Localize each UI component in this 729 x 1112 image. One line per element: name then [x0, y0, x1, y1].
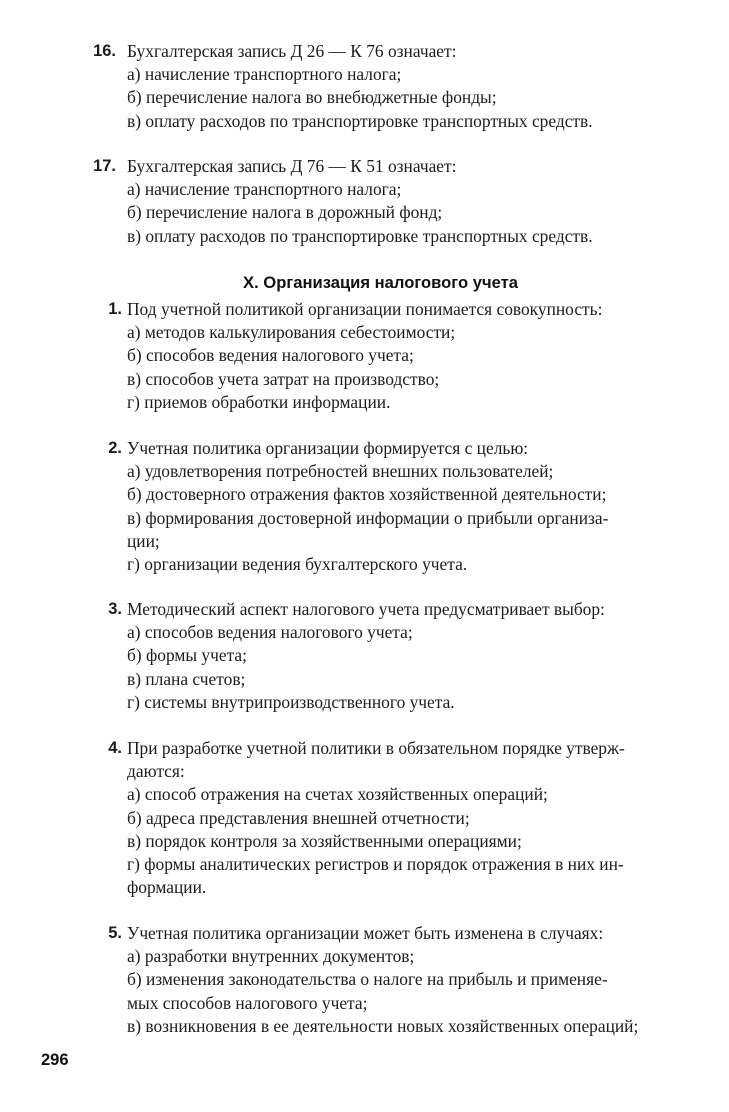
question-number: 5.: [108, 924, 122, 942]
answer-option: даются:: [127, 761, 185, 782]
question-4: [0, 737, 729, 899]
answer-option: а) начисление транспортного налога;: [127, 179, 402, 200]
section-title: X. Организация налогового учета: [243, 273, 518, 292]
answer-option: а) способов ведения налогового учета;: [127, 622, 413, 643]
question-stem: [0, 437, 729, 460]
question-stem: [0, 155, 729, 178]
question-stem: [0, 598, 729, 621]
answer-option: мых способов налогового учета;: [127, 992, 368, 1013]
question-text: Учетная политика организации формируется с целью:: [127, 438, 529, 458]
answer-option: в) оплату расходов по транспортировке транспортных средств.: [127, 110, 593, 131]
answer-option: а) способ отражения на счетах хозяйственных операций;: [127, 784, 548, 805]
answer-option: б) перечисление налога в дорожный фонд;: [127, 202, 443, 223]
question-5: [0, 922, 729, 1038]
question-stem: [0, 40, 729, 63]
question-text: Бухгалтерская запись Д 26 — К 76 означает:: [127, 41, 457, 61]
question-number: 2.: [108, 439, 122, 457]
question-16: [0, 40, 729, 133]
answer-option: ции;: [127, 530, 160, 551]
question-3: [0, 598, 729, 714]
answer-option: в) способов учета затрат на производство;: [127, 368, 440, 389]
question-stem: [0, 922, 729, 945]
question-text: При разработке учетной политики в обязательном порядке утверж-: [127, 738, 625, 758]
answer-option: б) изменения законодательства о налоге на прибыль и применяе-: [127, 969, 608, 990]
question-2: [0, 437, 729, 576]
question-stem: [0, 737, 729, 760]
answer-option: г) приемов обработки информации.: [127, 391, 391, 412]
question-stem: [0, 298, 729, 321]
question-17: [0, 155, 729, 248]
answer-option: а) методов калькулирования себестоимости;: [127, 322, 456, 343]
answer-option: б) формы учета;: [127, 645, 247, 666]
question-text: Учетная политика организации может быть изменена в случаях:: [127, 923, 604, 943]
answer-option: в) формирования достоверной информации о прибыли организа-: [127, 507, 609, 528]
question-text: Методический аспект налогового учета предусматривает выбор:: [127, 599, 605, 619]
answer-option: в) возникновения в ее деятельности новых хозяйственных операций;: [127, 1015, 639, 1036]
question-number: 16.: [93, 42, 116, 60]
question-number: 17.: [93, 157, 116, 175]
answer-option: формации.: [127, 877, 207, 898]
answer-option: г) системы внутрипроизводственного учета.: [127, 691, 455, 712]
answer-option: в) порядок контроля за хозяйственными операциями;: [127, 830, 522, 851]
answer-option: б) достоверного отражения фактов хозяйственной деятельности;: [127, 484, 607, 505]
answer-option: а) разработки внутренних документов;: [127, 946, 415, 967]
question-number: 3.: [108, 600, 122, 618]
answer-option: г) формы аналитических регистров и порядок отражения в них ин-: [127, 854, 624, 875]
question-text: Бухгалтерская запись Д 76 — К 51 означает:: [127, 156, 457, 176]
answer-option: а) начисление транспортного налога;: [127, 64, 402, 85]
answer-option: б) способов ведения налогового учета;: [127, 345, 414, 366]
question-number: 4.: [108, 739, 122, 757]
answer-option: в) оплату расходов по транспортировке транспортных средств.: [127, 225, 593, 246]
answer-option: г) организации ведения бухгалтерского учета.: [127, 554, 468, 575]
question-text: Под учетной политикой организации понимается совокупность:: [127, 299, 603, 319]
answer-option: б) адреса представления внешней отчетности;: [127, 807, 470, 828]
answer-option: в) плана счетов;: [127, 668, 246, 689]
question-number: 1.: [108, 300, 122, 318]
question-1: [0, 298, 729, 414]
answer-option: а) удовлетворения потребностей внешних пользователей;: [127, 461, 554, 482]
answer-option: б) перечисление налога во внебюджетные фонды;: [127, 87, 497, 108]
page-number: 296: [41, 1051, 69, 1069]
